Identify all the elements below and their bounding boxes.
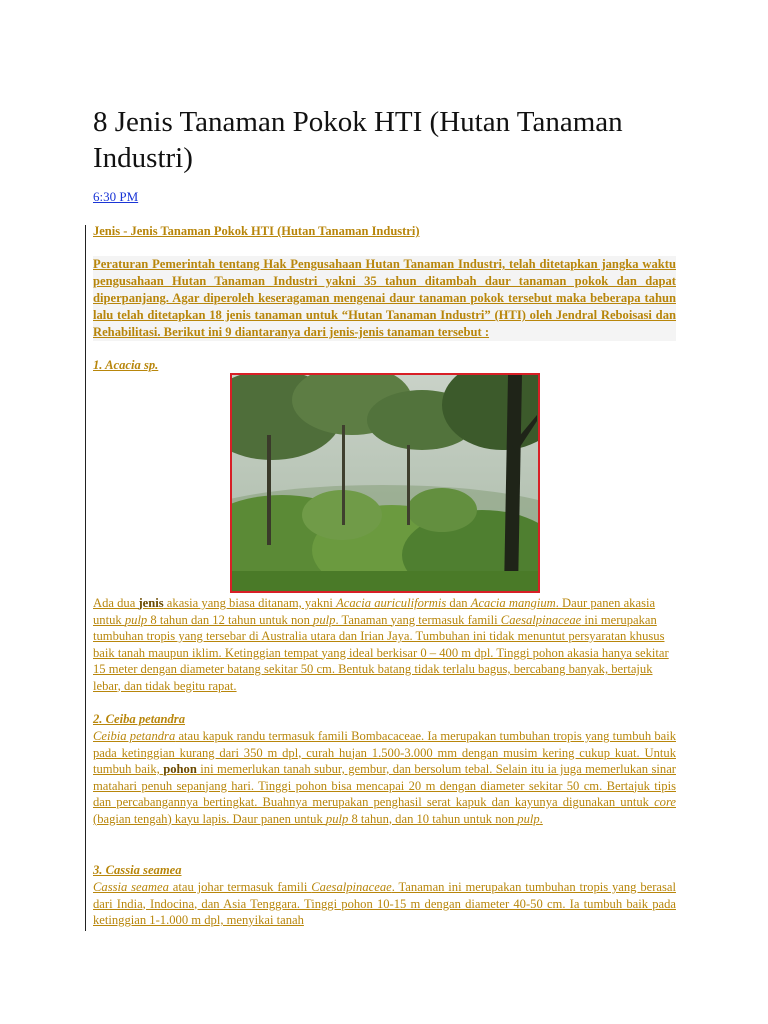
text-run: pulp xyxy=(325,811,349,826)
text-run: . Tanaman yang termasuk famili xyxy=(335,612,501,627)
text-run: dan xyxy=(446,596,471,610)
section-heading-acacia: 1. Acacia sp. xyxy=(93,358,159,372)
paragraph-ceiba xyxy=(93,728,676,827)
post-title-link[interactable]: Jenis - Jenis Tanaman Pokok HTI (Hutan Tanaman Industri) xyxy=(93,224,420,238)
section-heading-cassia: 3. Cassia seamea xyxy=(93,863,182,877)
forest-photo-image xyxy=(232,375,538,591)
text-run: Caesalpinaceae xyxy=(500,612,582,627)
text-run: Ada dua xyxy=(93,596,139,610)
text-run: atau kapuk randu termasuk famili Bombacaceae. Ia merupakan tumbuhan tropis yang tumbuh baik pada ketinggian kurang dari 350 m dpl, curah hujan 1.500-3.000 mm dengan musim kering cukup kuat. Untuk tumbuh baik, xyxy=(93,729,676,776)
text-run: . Tanaman ini merupakan tumbuhan tropis yang berasal dari India, Indocina, dan Asia Tenggara. Tinggi pohon 10-15 m dengan diameter 40-50 cm. Ia tumbuh baik pada ketinggian 1-1.000 m dpl, menyikai tanah xyxy=(93,880,676,927)
paragraph-cassia xyxy=(93,879,676,930)
text-run: pulp xyxy=(124,612,148,627)
text-run: pulp xyxy=(517,811,540,826)
text-run: . xyxy=(539,811,543,826)
post-time-link[interactable]: 6:30 PM xyxy=(93,189,139,204)
text-run: Ceibia petandra xyxy=(93,729,176,743)
text-run: 8 tahun dan 12 tahun untuk non xyxy=(147,612,314,627)
text-run: 8 tahun, dan 10 tahun untuk non xyxy=(348,811,518,826)
text-run: pohon xyxy=(163,762,197,776)
text-run: Cassia seamea xyxy=(93,880,169,894)
text-run: pulp xyxy=(313,612,336,627)
text-run: ini memerlukan tanah subur, gembur, dan bersolum tebal. Selain itu ia juga memerlukan sinar matahari penuh sepanjang hari. Tinggi pohon bisa mencapai 20 m dengan diameter sekitar 50 cm. Bertajuk tipis dan percabangannya bertingkat. Buahnya merupakan penghasil serat kapuk dan kayunya digunakan untuk xyxy=(93,762,676,809)
text-run: Caesalpinaceae xyxy=(311,880,392,894)
text-run: . Daur panen akasia untuk xyxy=(93,596,656,627)
text-run: core xyxy=(654,795,676,809)
section-heading-ceiba: 2. Ceiba petandra xyxy=(93,712,186,726)
intro-paragraph: Peraturan Pemerintah tentang Hak Pengusahaan Hutan Tanaman Industri, telah ditetapkan jangka waktu pengusahaan Hutan Tanaman Industri yakni 35 tahun ditambah daur tanaman pokok dan dapat diperpanjang. Agar diperoleh keseragaman mengenai daur tanaman pokok tersebut maka beberapa tahun lalu telah ditetapkan 18 jenis tanaman untuk “Hutan Tanaman Industri” (HTI) oleh Jendral Reboisasi dan Rehabilitasi. Berikut ini 9 diantaranya dari jenis-jenis tanaman tersebut : xyxy=(93,257,676,339)
page-title: 8 Jenis Tanaman Pokok HTI (Hutan Tanaman Industri) xyxy=(93,106,623,174)
text-run: ini merupakan tumbuhan tropis yang tersebar di Australia utara dan Irian Jaya. Tumbuhan ini tidak menuntut persyaratan khusus baik tanah maupun iklim. Ketinggian tempat yang ideal berkisar 0 – 400 m dpl. Tinggi pohon akasia hanya sekitar 15 meter dengan diameter batang sekitar 50 cm. Bentuk batang tidak terlalu bagus, bercabang banyak, bertajuk lebar, dan tidak begitu rapat. xyxy=(93,612,669,693)
text-run: Acacia mangium xyxy=(470,596,556,610)
paragraph-acacia xyxy=(93,595,676,694)
text-run: akasia yang biasa ditanam, yakni xyxy=(163,596,337,610)
left-margin-rule xyxy=(85,225,86,931)
forest-photo xyxy=(230,373,540,593)
text-run: Acacia auriculiformis xyxy=(336,596,447,610)
text-run: jenis xyxy=(138,596,164,610)
text-run: (bagian tengah) kayu lapis. Daur panen untuk xyxy=(93,811,326,826)
text-run: atau johar termasuk famili xyxy=(168,880,312,894)
